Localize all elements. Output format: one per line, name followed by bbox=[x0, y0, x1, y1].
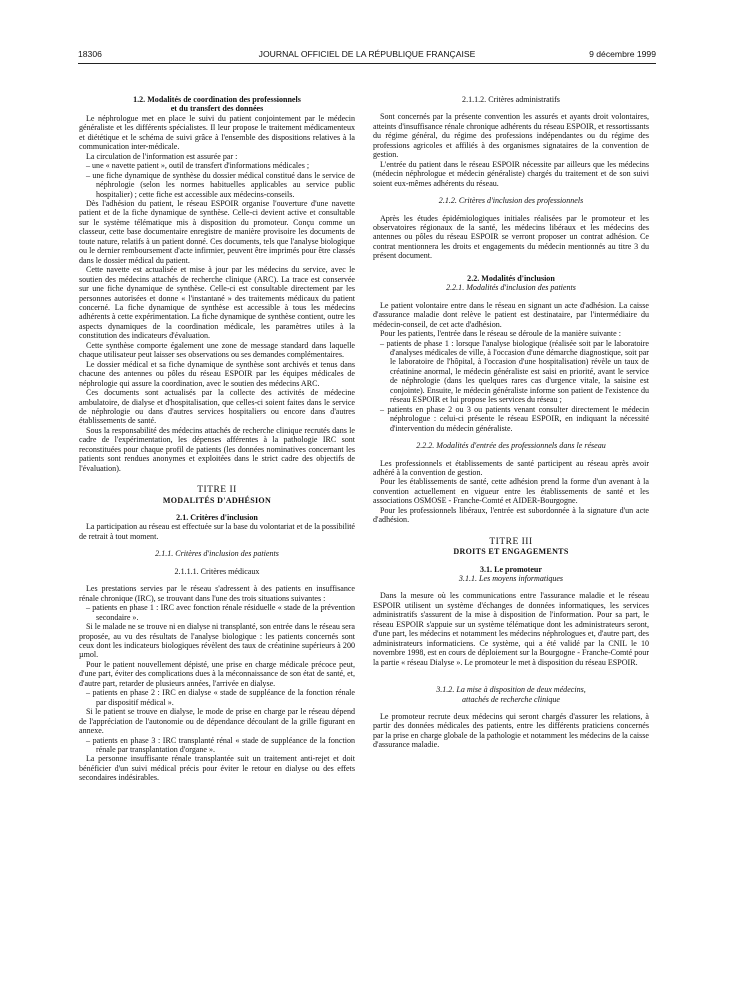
paragraph: Cette synthèse comporte également une zone de message standard dans laquelle chaque utilisateur peut laisser ses observations ou ses demandes complémentaires. bbox=[79, 340, 355, 360]
right-column bbox=[373, 95, 649, 750]
paragraph: Pour le patient nouvellement dépisté, une prise en charge médicale précoce peut, d'une part, éviter des complications dues à la méconnaissance de son état de santé, et, d'autre part, retarder de plusieurs années, l'arrivée en dialyse. bbox=[79, 659, 355, 688]
section-1-2-title-line2: et du transfert des données bbox=[170, 104, 264, 114]
section-3-1-2-title-line1: 3.1.2. La mise à disposition de deux médecins, bbox=[436, 685, 586, 695]
paragraph: Pour les patients, l'entrée dans le réseau se déroule de la manière suivante : bbox=[380, 329, 621, 339]
section-3-1-title: 3.1. Le promoteur bbox=[480, 564, 542, 574]
section-3-1-2-title-line2: attachés de recherche clinique bbox=[462, 694, 560, 704]
bullet-list bbox=[79, 161, 355, 199]
section-3-1-1-title: 3.1.1. Les moyens informatiques bbox=[458, 574, 564, 584]
titre-2-heading: TITRE II bbox=[197, 485, 237, 496]
paragraph: Le néphrologue met en place le suivi du patient conjointement par le médecin généraliste et les différents spécialistes. Il leur propose le traitement médicamenteux et diététique et le schéma de suivi grâce à l'ensemble des dispositions relatives à la communication inter-médicale. bbox=[79, 113, 355, 152]
paragraph: La participation au réseau est effectuée sur la base du volontariat et de la possibilité de retrait à tout moment. bbox=[79, 522, 355, 541]
journal-title: JOURNAL OFFICIEL DE LA RÉPUBLIQUE FRANÇAISE bbox=[258, 49, 476, 59]
paragraph: Dès l'adhésion du patient, le réseau ESPOIR organise l'ouverture d'une navette patient et de la fiche dynamique de synthèse. Celle-ci devient active et consultable sur le système télématique mis à disposition du promoteur. Conçu comme un classeur, cette base documentaire enregistre de manière provisoire les documents de toute nature, relatifs à un patient donné. Ces documents, tels que l'analyse biologique ou le dernier remboursement d'acte infirmier, peuvent être imprimés pour être classés dans le dossier médical du patient. bbox=[79, 198, 355, 265]
paragraph: Pour les établissements de santé, cette adhésion prend la forme d'un avenant à la convention actuellement en vigueur entre les établissements de santé et les associations OSMOSE - Franche-Comté et AIDER-Bourgogne. bbox=[373, 477, 649, 506]
header-rule bbox=[78, 63, 656, 64]
paragraph: Sous la responsabilité des médecins attachés de recherche clinique recrutés dans le cadre de l'expérimentation, les dépenses afférentes à la pathologie IRC sont reconstituées pour chaque profil de patients (les données nominatives concernant les patients sont rendues anonymes et exploitées dans le strict cadre des objectifs de l'évaluation). bbox=[79, 425, 355, 473]
paragraph: Le dossier médical et sa fiche dynamique de synthèse sont archivés et tenus dans chacune des antennes ou pôles du réseau ESPOIR par les équipes médicales de néphrologie qui assure la coordination, avec le soutien des médecins ARC. bbox=[79, 359, 355, 388]
paragraph: Le patient volontaire entre dans le réseau en signant un acte d'adhésion. La caisse d'assurance maladie dont relève le patient est destinataire, par l'intermédiaire du médecin-conseil, de cet acte d'adhésion. bbox=[373, 300, 649, 329]
list-item: – patients en phase 2 ou 3 ou patients venant consulter directement le médecin néphrologue : celui-ci présente le réseau ESPOIR, en indiquant la nécessité d'intervention du médecin généraliste. bbox=[380, 404, 649, 433]
paragraph: L'entrée du patient dans le réseau ESPOIR nécessite par ailleurs que les médecins (médecin néphrologue et médecin généraliste) chargés du traitement et de son suivi soient eux-mêmes adhérents du réseau. bbox=[373, 159, 649, 188]
paragraph: Après les études épidémiologiques initiales réalisées par le promoteur et les observatoires régionaux de la santé, les médecins libéraux et les médecins des antennes ou pôles du réseau ESPOIR se verront proposer un contrat adhésion. Ce contrat mentionnera les droits et engagements du médecin mentionnés au titre 3 du présent document. bbox=[373, 213, 649, 261]
paragraph: Les professionnels et établissements de santé participent au réseau après avoir adhéré à la convention de gestion. bbox=[373, 458, 649, 477]
list-item: – patients en phase 2 : IRC en dialyse « stade de suppléance de la fonction rénale par dispositif médical ». bbox=[86, 688, 355, 707]
bullet-list bbox=[79, 688, 355, 707]
section-2-1-2-title: 2.1.2. Critères d'inclusion des professionnels bbox=[438, 196, 584, 206]
paragraph: La circulation de l'information est assurée par : bbox=[86, 151, 238, 161]
paragraph: Dans la mesure où les communications entre l'assurance maladie et le réseau ESPOIR utilisent un système d'échanges de données informatiques, les services administratifs s'assurent de la mise à disposition de l'information. Pour sa part, le réseau ESPOIR s'appuie sur un système télématique dont les administrateurs seront, d'une part, les médecins et notamment les médecins néphrologues et, d'autre part, des administrateurs informaticiens. Ce système, qui a été validé par la CNIL le 10 novembre 1998, est en cours de déploiement sur la Bourgogne - Franche-Comté pour la partie « réseau Dialyse ». Le promoteur le met à disposition du réseau ESPOIR. bbox=[373, 591, 649, 667]
paragraph: Pour les professionnels libéraux, l'entrée est subordonnée à la signature d'un acte d'adhésion. bbox=[373, 505, 649, 525]
paragraph: La personne insuffisante rénale transplantée suit un traitement anti-rejet et doit bénéficier d'un suivi médical précis pour éviter le retour en dialyse ou des effets secondaires indésirables. bbox=[79, 754, 355, 783]
section-2-2-title: 2.2. Modalités d'inclusion bbox=[467, 273, 555, 283]
section-2-1-1-1-title: 2.1.1.1. Critères médicaux bbox=[174, 566, 260, 576]
paragraph: Ces documents sont actualisés par la collecte des activités de médecine ambulatoire, de dialyse et d'hospitalisation, que celles-ci soient faites dans le service de néphrologie ou dans d'autres services hospitaliers ou encore dans d'autres établissements de santé. bbox=[79, 388, 355, 426]
section-1-2-title-line1: 1.2. Modalités de coordination des professionnels bbox=[133, 95, 301, 104]
bullet-list bbox=[79, 603, 355, 622]
issue-date: 9 décembre 1999 bbox=[589, 49, 656, 59]
paragraph: Cette navette est actualisée et mise à jour par les médecins du service, avec le soutien des médecins attachés de recherche clinique (ARC). La trace est conservée sur une fiche dynamique de synthèse. Celle-ci est consultable directement par les personnes autorisées et donne « l'instantané » des traitements médicaux du patient concerné. La fiche dynamique de synthèse est accessible à tous les médecins adhérents à cette expérimentation. La fiche dynamique de synthèse contient, outre les aspects dynamiques de la coordination médicale, les paramètres utiles à la constitution des indicateurs d'évaluation. bbox=[79, 265, 355, 341]
section-2-2-2-title: 2.2.2. Modalités d'entrée des professionnels dans le réseau bbox=[416, 441, 606, 451]
paragraph: Le promoteur recrute deux médecins qui seront chargés d'assurer les relations, à partir des données médicales des patients, entre les différents praticiens concernés par la prise en charge globale de la pathologie et notamment les médecins de la caisse d'assurance maladie. bbox=[373, 712, 649, 750]
list-item: – une fiche dynamique de synthèse du dossier médical constitué dans le service de néphrologie (selon les normes habituelles applicables au service public hospitalier) ; cette fiche est accessible aux médecins-conseils. bbox=[86, 170, 355, 199]
paragraph: Sont concernés par la présente convention les assurés et ayants droit volontaires, atteints d'insuffisance rénale chronique adhérents du réseau ESPOIR, et ressortissants du régime général, du régime des professions indépendantes ou du régime des professions agricoles et affiliés à des organismes signataires de la convention de gestion. bbox=[373, 112, 649, 160]
page-number: 18306 bbox=[78, 49, 102, 59]
paragraph: Les prestations servies par le réseau s'adressent à des patients en insuffisance rénale chronique (IRC), se trouvant dans l'une des trois situations suivantes : bbox=[79, 584, 355, 603]
titre-2-subtitle: MODALITÉS D'ADHÉSION bbox=[162, 495, 272, 505]
page-header bbox=[78, 49, 656, 63]
list-item: – une « navette patient », outil de transfert d'informations médicales ; bbox=[86, 161, 310, 171]
bullet-list bbox=[79, 736, 355, 755]
titre-3-heading: TITRE III bbox=[489, 536, 533, 547]
section-2-1-1-2-title: 2.1.1.2. Critères administratifs bbox=[462, 95, 560, 104]
paragraph: Si le malade ne se trouve ni en dialyse ni transplanté, son entrée dans le réseau sera proposée, au vu des résultats de l'analyse biologique : les patients concernés sont ceux dont les indicateurs biologiques révèlent des taux de créatinine supérieurs à 200 µmol. bbox=[79, 622, 355, 660]
section-2-2-1-title: 2.2.1. Modalités d'inclusion des patients bbox=[446, 283, 576, 293]
left-column bbox=[79, 95, 355, 783]
list-item: – patients en phase 3 : IRC transplanté rénal « stade de suppléance de la fonction rénale par transplantation d'organe ». bbox=[86, 735, 355, 754]
bullet-list bbox=[373, 339, 649, 434]
list-item: – patients de phase 1 : lorsque l'analyse biologique (réalisée soit par le laboratoire d'analyses médicales de ville, à l'occasion d'une démarche diagnostique, soit par le laboratoire de l'hôpital, à l'occasion d'une hospitalisation) révèle un taux de créatinine anormal, le médecin généraliste est saisi en priorité, avant le service de néphrologie (dans les quelques rares cas d'urgence vitale, la saisine est conjointe). Ensuite, le médecin généraliste informe son patient de l'existence du réseau ESPOIR et lui propose les services du réseau ; bbox=[380, 338, 649, 405]
section-2-1-1-title: 2.1.1. Critères d'inclusion des patients bbox=[155, 549, 279, 559]
paragraph: Si le patient se trouve en dialyse, le mode de prise en charge par le réseau dépend de l'appréciation de l'autonomie ou de dépendance découlant de la grille figurant en annexe. bbox=[79, 707, 355, 736]
titre-3-subtitle: DROITS ET ENGAGEMENTS bbox=[453, 547, 569, 557]
list-item: – patients en phase 1 : IRC avec fonction rénale résiduelle « stade de la prévention secondaire ». bbox=[86, 603, 355, 622]
section-2-1-title: 2.1. Critères d'inclusion bbox=[176, 513, 258, 523]
